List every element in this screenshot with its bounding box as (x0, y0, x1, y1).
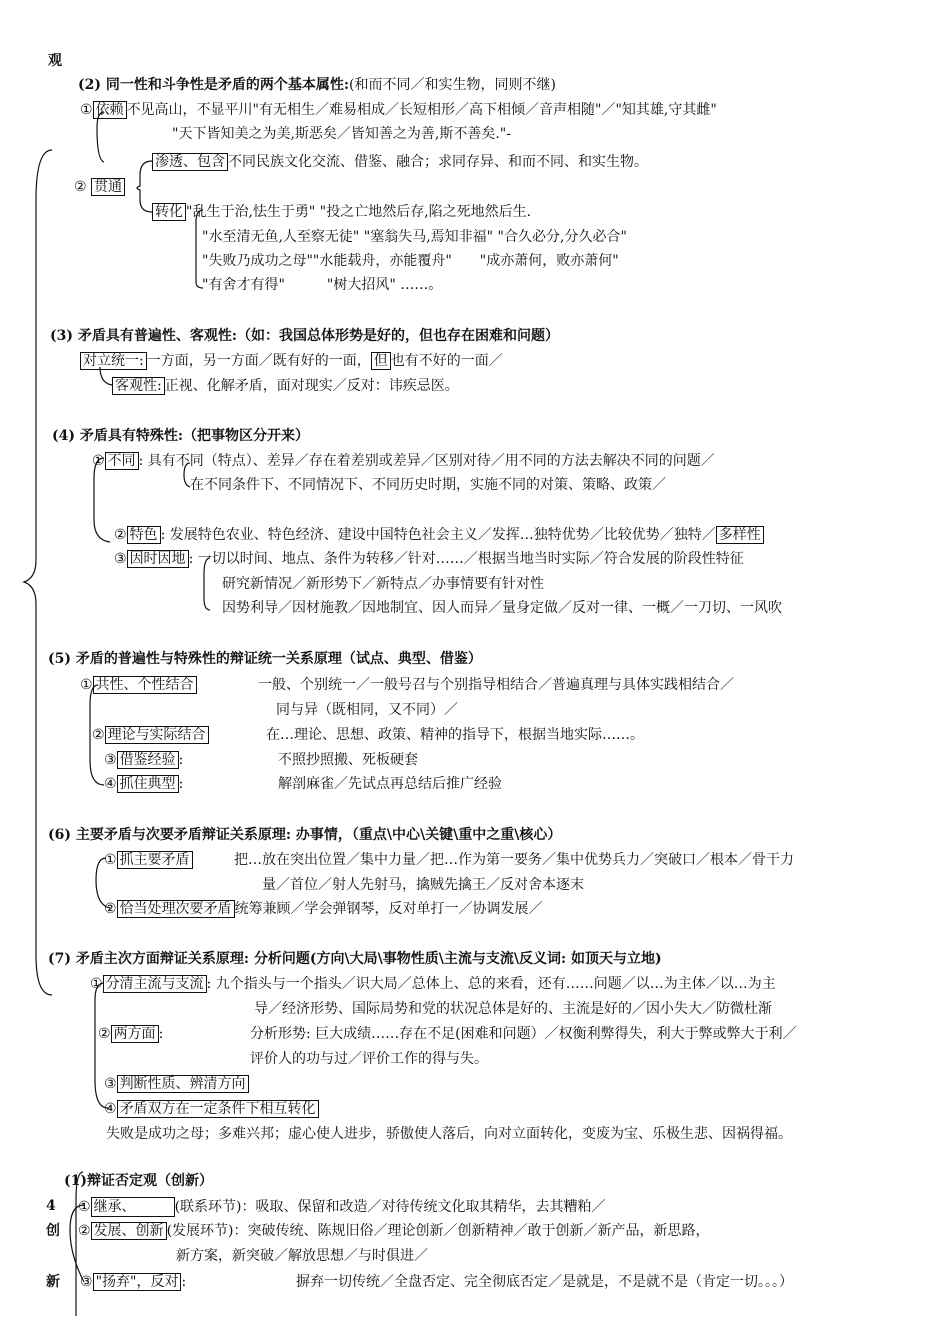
s5-item-3-text: 不照抄照搬、死板硬套 (278, 752, 418, 768)
s5-item-2-label: 理论与实际结合 (105, 726, 209, 744)
s8-item-1-marker: ① (78, 1199, 91, 1215)
s7-item-4-text: 失败是成功之母；多难兴邦；虚心使人进步，骄傲使人落后，向对立面转化，变废为宝、乐极生悲、因祸得福。 (106, 1126, 792, 1142)
s2-heading-note: (和而不同／和实生物，同则不继) (349, 77, 556, 93)
s4-item-3 (114, 550, 744, 568)
s2-sub-b-line4: "有舍才有得" "树大招风" ……。 (202, 277, 443, 293)
s2-sub-b-line3: "失败乃成功之母""水能载舟，亦能覆舟" "成亦萧何，败亦萧何" (202, 253, 619, 269)
s7-item-2-line1: 分析形势: 巨大成绩……存在不足(困难和问题）／权衡利弊得失，利大于弊或弊大于利／ (250, 1026, 797, 1042)
s5-item-1-line1: 一般、个别统一／一般号召与个别指导相结合／普遍真理与具体实践相结合／ (258, 677, 734, 693)
s8-item-1 (78, 1197, 606, 1217)
s6-item-2-text: 统筹兼顾／学会弹钢琴，反对单打一／协调发展／ (234, 901, 543, 917)
s6-item-2 (104, 900, 543, 918)
s4-heading-note: （把事物区分开来） (183, 428, 310, 444)
s2-item-1-marker: ① (80, 102, 93, 118)
s4-item-3-line2: 研究新情况／新形势下／新特点／办事情要有针对性 (222, 576, 544, 592)
s7-item-2-line2: 评价人的功与过／评价工作的得与失。 (250, 1051, 488, 1067)
s8-item-2-marker: ② (78, 1223, 91, 1239)
s2-item-1-label: 依赖 (93, 101, 127, 119)
s7-heading: (7) 矛盾主次方面辩证关系原理: 分析问题(方向\大局\事物性质\主流与支流\反义词: 如顶天与立地) (48, 951, 662, 967)
s6-item-2-marker: ② (104, 901, 117, 917)
s2-sub-a-label: 渗透、包含 (152, 153, 228, 171)
side-label-3: 新 (46, 1274, 60, 1290)
s2-item-2-marker: ② (74, 179, 87, 195)
s4-item-3-line1: : 一切以时间、地点、条件为转移／针对……／根据当地当时实际／符合发展的阶段性特征 (188, 551, 744, 567)
s4-item-2-text: : 发展特色农业、特色经济、建设中国特色社会主义／发挥…独特优势／比较优势／独特／ (160, 527, 716, 543)
s7-item-1-label: 分清主流与支流 (103, 975, 207, 993)
s4-item-3-label: 因时因地 (127, 550, 189, 568)
s7-item-1-line2: 导／经济形势、国际局势和党的状况总体是好的、主流是好的／因小失大／防微杜渐 (254, 1001, 772, 1017)
s3-row-2 (112, 377, 459, 395)
s3-row-2-text: 正视、化解矛盾，面对现实／反对：讳疾忌医。 (164, 378, 459, 394)
s8-item-1-text: (联系环节)：吸取、保留和改造／对待传统文化取其精华，去其糟粕／ (174, 1199, 606, 1215)
s2-heading-text: (2) 同一性和斗争性是矛盾的两个基本属性: (78, 77, 350, 93)
s8-item-3-label: "扬弃"，反对 (93, 1273, 182, 1291)
s2-sub-a (152, 153, 648, 171)
s4-item-3-marker: ③ (114, 551, 127, 567)
s4-item-1-label: 不同 (105, 452, 139, 470)
side-label-1: 4 (46, 1198, 56, 1214)
s3-row-1-label: 对立统一: (80, 352, 147, 370)
s7-item-3-marker: ③ (104, 1076, 117, 1092)
s5-item-1-label: 共性、个性结合 (93, 676, 197, 694)
s4-item-2-marker: ② (114, 527, 127, 543)
s5-item-1 (80, 676, 197, 694)
s5-item-1-line2: 同与异（既相同，又不同）／ (276, 702, 458, 718)
s5-item-3-label: 借鉴经验 (117, 751, 179, 769)
s8-item-3: ③ "扬弃"，反对 : (80, 1274, 187, 1290)
s8-item-2-line1: (发展环节)：突破传统、陈规旧俗／理论创新／创新精神／敢于创新／新产品，新思路， (166, 1223, 710, 1239)
s2-item-2-label: 贯通 (91, 178, 125, 196)
s6-item-1-line2: 量／首位／射人先射马，擒贼先擒王／反对舍本逐末 (262, 877, 584, 893)
s6-item-1-label: 抓主要矛盾 (117, 851, 193, 869)
page-top-char: 观 (48, 53, 62, 69)
s4-item-1-marker: ① (92, 453, 105, 469)
s7-item-4 (104, 1100, 319, 1118)
s3-row-1 (80, 352, 503, 370)
s6-heading: (6) 主要矛盾与次要矛盾辩证关系原理: 办事情，（重点\中心\关键\重中之重\核心） (48, 827, 562, 843)
s8-heading: (1)辩证否定观（创新） (64, 1173, 213, 1189)
s5-item-1-marker: ① (80, 677, 93, 693)
s3-row-1-box: 但 (371, 352, 391, 370)
s3-heading-text: (3) 矛盾具有普遍性、客观性: (50, 328, 238, 344)
s8-item-1-label: 继承、 (91, 1197, 175, 1217)
s3-row-1-text-a: 一方面，另一方面／既有好的一面， (146, 353, 371, 369)
s4-item-1 (92, 452, 715, 470)
s4-item-1-line1: : 具有不同（特点）、差异／存在着差别或差异／区别对待／用不同的方法去解决不同的问题／ (138, 453, 715, 469)
s8-item-2 (78, 1222, 709, 1240)
s4-item-3-line3: 因势利导／因材施教／因地制宜、因人而异／量身定做／反对一律、一概／一刀切、一风吹 (222, 600, 782, 616)
s5-item-2-text: 在…理论、思想、政策、精神的指导下，根据当地实际……。 (266, 727, 644, 743)
s4-item-2-label: 特色 (127, 526, 161, 544)
s7-item-2: ② 两方面 : (98, 1026, 164, 1042)
s3-row-2-label: 客观性: (112, 377, 165, 395)
s7-item-2-marker: ② (98, 1026, 111, 1042)
s8-item-3-text: 摒弃一切传统／全盘否定、完全彻底否定／是就是，不是就不是（肯定一切。。。） (296, 1274, 793, 1290)
s5-heading: (5) 矛盾的普遍性与特殊性的辩证统一关系原理（试点、典型、借鉴） (48, 651, 482, 667)
s7-item-2-label: 两方面 (111, 1025, 159, 1043)
s7-item-4-marker: ④ (104, 1101, 117, 1117)
s8-item-3-marker: ③ (80, 1274, 93, 1290)
s5-item-2-marker: ② (92, 727, 105, 743)
s4-heading (52, 427, 309, 445)
s6-item-1 (104, 851, 193, 869)
s2-sub-b-line1: "乱生于治,怯生于勇" "投之亡地然后存,陷之死地然后生. (186, 204, 532, 220)
s2-heading (78, 76, 556, 94)
s4-item-2-box: 多样性 (716, 526, 764, 544)
s4-heading-text: (4) 矛盾具有特殊性: (52, 428, 184, 444)
s2-item-1-line1: 不见高山，不显平川"有无相生／难易相成／长短相形／高下相倾／音声相随"／"知其雄,守其雌" (126, 102, 717, 118)
s2-sub-b-line2: "水至清无鱼,人至察无徒" "塞翁失马,焉知非福" "合久必分,分久必合" (202, 229, 627, 245)
s2-item-2 (74, 178, 125, 196)
s7-item-4-label: 矛盾双方在一定条件下相互转化 (117, 1100, 319, 1118)
s5-item-2 (92, 726, 209, 744)
s7-item-3 (104, 1075, 249, 1093)
s8-item-2-label: 发展、创新 (91, 1222, 167, 1240)
side-label-2: 创 (46, 1223, 60, 1239)
s6-item-1-marker: ① (104, 852, 117, 868)
s7-item-1-marker: ① (90, 976, 103, 992)
s5-item-4: ④ 抓住典型 : (104, 776, 184, 792)
s4-item-1-line2: 在不同条件下、不同情况下、不同历史时期，实施不同的对策、策略、政策／ (190, 477, 666, 493)
s3-heading (50, 327, 559, 345)
s2-sub-b-label: 转化 (152, 203, 186, 221)
s5-item-4-marker: ④ (104, 776, 117, 792)
s5-item-4-label: 抓住典型 (117, 775, 179, 793)
s6-item-2-label: 恰当处理次要矛盾 (117, 900, 235, 918)
s6-item-1-line1: 把…放在突出位置／集中力量／把…作为第一要务／集中优势兵力／突破口／根本／骨干力 (234, 852, 794, 868)
s7-item-3-label: 判断性质、辨清方向 (117, 1075, 249, 1093)
s2-sub-b (152, 203, 531, 221)
s2-item-1-line2: "天下皆知美之为美,斯恶矣／皆知善之为善,斯不善矣."- (172, 126, 511, 142)
s7-item-1-line1: : 九个指头与一个指头／识大局／总体上、总的来看，还有……问题／以…为主体／以…为主 (206, 976, 776, 992)
s5-item-3-marker: ③ (104, 752, 117, 768)
s3-row-1-text-b: 也有不好的一面／ (390, 353, 503, 369)
main-brace (24, 150, 52, 995)
s3-heading-note: （如：我国总体形势是好的，但也存在困难和问题） (237, 328, 560, 344)
s2-sub-a-text: 不同民族文化交流、借鉴、融合；求同存异、和而不同、和实生物。 (228, 154, 648, 170)
s4-item-2 (114, 526, 764, 544)
s7-item-1 (90, 975, 776, 993)
s5-item-3: ③ 借鉴经验 : (104, 752, 184, 768)
s8-item-2-line2: 新方案，新突破／解放思想／与时俱进／ (176, 1248, 428, 1264)
s2-item-1 (80, 101, 717, 119)
s5-item-4-text: 解剖麻雀／先试点再总结后推广经验 (278, 776, 502, 792)
